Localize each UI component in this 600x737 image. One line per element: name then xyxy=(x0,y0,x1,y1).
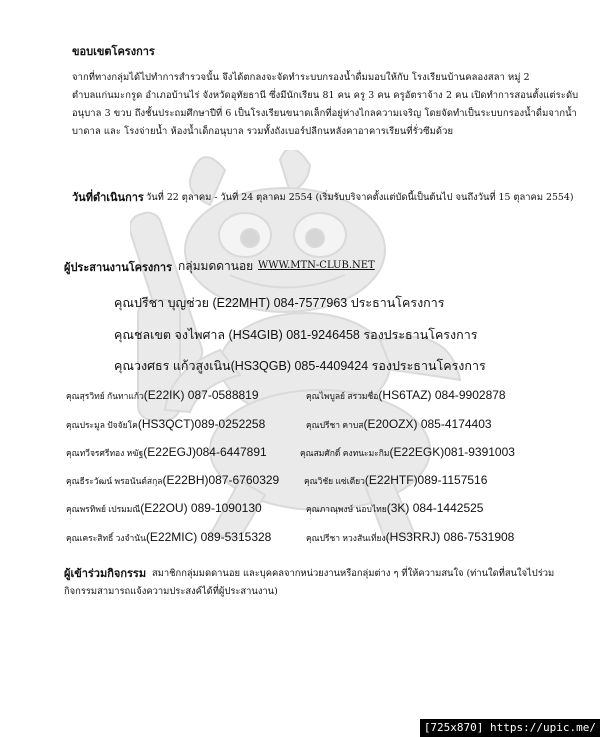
member-entry xyxy=(306,501,483,516)
coordinators-label: ผู้ประสานงานโครงการ xyxy=(64,261,173,274)
member-name: คุณสมศักดิ์ คงทนะมะกิม xyxy=(300,448,390,458)
member-entry xyxy=(66,530,271,545)
member-entry xyxy=(66,445,267,460)
member-entry xyxy=(306,388,506,403)
member-contact: (HS3QCT)089-0252258 xyxy=(137,417,266,431)
member-name: คุณธีระวัฒน์ พรอนันต์สกุล xyxy=(66,476,163,486)
member-name: คุณปรีชา คาบส xyxy=(306,420,364,430)
member-entry xyxy=(306,530,514,545)
member-entry xyxy=(66,501,262,516)
member-name: คุณไพบูลย์ สรวมชื่อ xyxy=(306,391,379,401)
member-contact: (E22MIC) 089-5315328 xyxy=(145,530,272,544)
member-name: คุณสุรวิทย์ กันทาแก้ว xyxy=(66,391,144,401)
lead-coordinator: คุณวงศธร แก้วสูงเนิน(HS3QGB) 085-4409424 รองประธานโครงการ xyxy=(114,359,486,373)
member-contact: (E22IK) 087-0588819 xyxy=(143,388,259,402)
lead-coordinator: คุณชลเขต จงไพศาล (HS4GIB) 081-9246458 รองประธานโครงการ xyxy=(114,328,478,342)
scope-line: อนุบาล 3 ขวบ ถึงชั้นประถมศึกษาปีที่ 6 เป็นโรงเรียนขนาดเล็กที่อยู่ห่างไกลความเจริญ โดยจัดทำเป็นระบบกรองน้ำดื่มจากน้ำ xyxy=(72,108,577,119)
member-name: คุณวิชัย แซ่เตียว xyxy=(304,476,365,486)
member-entry xyxy=(306,417,492,432)
scope-line: จากที่ทางกลุ่มได้ไปทำการสำรวจนั้น จึงได้ตกลงจะจัดทำระบบกรองน้ำดื่มมอบให้กับ โรงเรียนบ้านคลองสลา หมู่ 2 xyxy=(72,72,530,83)
member-name: คุณปรีชา หวงสันเที่ยง xyxy=(306,533,386,543)
member-contact: (E22HTF)089-1157516 xyxy=(364,473,488,487)
participants-label: ผู้เข้าร่วมกิจกรรม xyxy=(64,567,147,580)
member-name: คุณภาณุพงษ์ นอบไทย xyxy=(306,504,387,514)
member-entry xyxy=(66,388,259,403)
coordinators-team: กลุ่มมดดานอย xyxy=(178,259,254,273)
member-name: คุณทวีจรศรีทอง หฆัฐ xyxy=(66,448,144,458)
schedule-text: วันที่ 22 ตุลาคม - วันที่ 24 ตุลาคม 2554 (เริ่มรับบริจาคตั้งแต่บัดนี้เป็นต้นไป จนถึงวันที่ 15 ตุลาคม 2554) xyxy=(146,192,574,203)
member-entry xyxy=(300,445,515,460)
member-name: คุณเคระสิทธิ์ วงจำนัน xyxy=(66,533,146,543)
member-name: คุณพรทิพย์ เปรมมณี xyxy=(66,504,141,514)
participants-text: กิจกรรมสามารถแจ้งความประสงค์ได้ที่ผู้ประสานงาน) xyxy=(64,586,278,597)
member-contact: (E22OU) 089-1090130 xyxy=(140,501,262,515)
member-contact: (HS3RRJ) 086-7531908 xyxy=(385,530,515,544)
member-contact: (E22EGK)081-9391003 xyxy=(389,445,515,459)
scope-line: บาดาล และ โรงจ่ายน้ำ ห้องน้ำเด็กอนุบาล รวมทั้งถังเบอร์ปลีกนหลังคาอาคารเรียนที่รั่วซึมด้วย xyxy=(72,126,454,137)
member-contact: (3K) 084-1442525 xyxy=(386,501,484,515)
club-website-link[interactable]: WWW.MTN-CLUB.NET xyxy=(258,260,375,271)
image-host-badge: [725x870] https://upic.me/ xyxy=(420,719,600,737)
member-name: คุณประมูล ปัจจัยโค xyxy=(66,420,138,430)
member-entry xyxy=(66,417,265,432)
scope-heading: ขอบเขตโครงการ xyxy=(72,45,155,58)
member-contact: (HS6TAZ) 084-9902878 xyxy=(378,388,506,402)
scope-line: ตำบลแก่นมะกรูด อำเภอบ้านไร่ จังหวัดอุทัยธานี ซึ่งมีนักเรียน 81 คน ครู 3 คน ครูอัตราจ้าง 2 คน เปิดทำการสอนตั้งแต่ระดับ xyxy=(72,90,579,101)
lead-coordinator: คุณปรีชา บุญช่วย (E22MHT) 084-7577963 ประธานโครงการ xyxy=(114,296,445,310)
member-contact: (E22EGJ)084-6447891 xyxy=(143,445,267,459)
participants-text: สมาชิกกลุ่มมดดานอย และบุคคลจากหน่วยงานหรือกลุ่มต่าง ๆ ที่ให้ความสนใจ (ท่านใดที่สนใจไปร่วม xyxy=(152,568,555,579)
schedule-label: วันที่ดำเนินการ xyxy=(72,191,144,204)
member-entry xyxy=(304,473,487,488)
member-entry xyxy=(66,473,279,488)
member-contact: (E22BH)087-6760329 xyxy=(162,473,280,487)
member-contact: (E20OZX) 085-4174403 xyxy=(363,417,492,431)
